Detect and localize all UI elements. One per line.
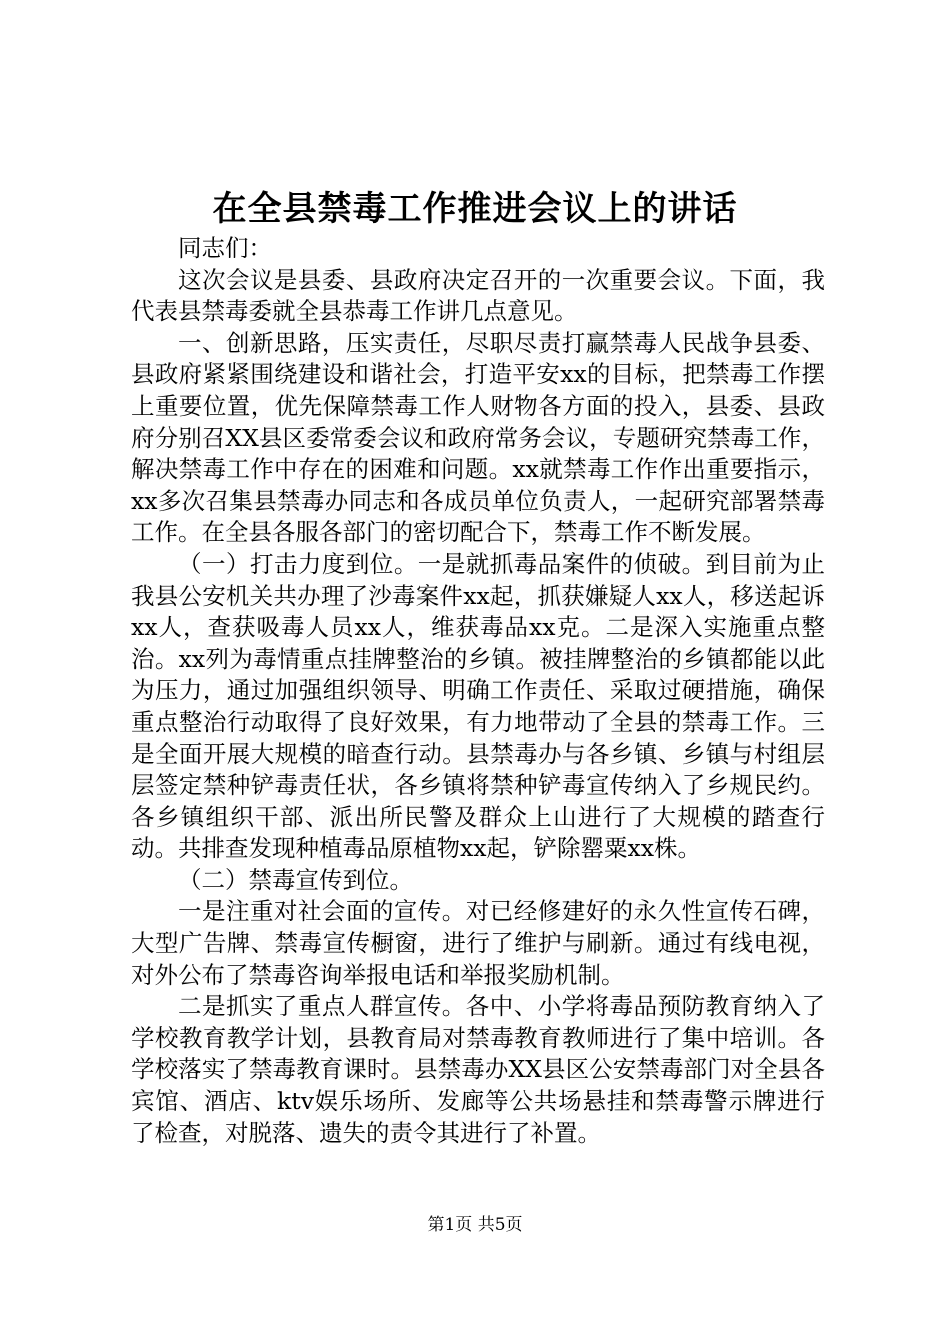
page-number-footer: 第1页 共5页: [427, 1215, 523, 1235]
salutation: 同志们：: [178, 234, 272, 262]
paragraph-section-one: 一、创新思路，压实责任，尽职尽责打赢禁毒人民战争县委、县政府紧紧围绕建设和谐社会，打造平安xx的目标，把禁毒工作摆上重要位置，优先保障禁毒工作人财物各方面的投入，县委、县政府分别召XX县区委常委会议和政府常务会议，专题研究禁毒工作，解决禁毒工作中存在的困难和问题。xx就禁毒工作作出重要指示，xx多次召集县禁毒办同志和各成员单位负责人，一起研究部署禁毒工作。在全县各服各部门的密切配合下，禁毒工作不断发展。: [131, 328, 825, 547]
paragraph-crackdown: （一）打击力度到位。一是就抓毒品案件的侦破。到目前为止我县公安机关共办理了沙毒案件xx起，抓获嫌疑人xx人，移送起诉xx人，查获吸毒人员xx人，维获毒品xx克。二是深入实施重点整治。xx列为毒情重点挂牌整治的乡镇。被挂牌整治的乡镇都能以此为压力，通过加强组织领导、明确工作责任、采取过硬措施，确保重点整治行动取得了良好效果，有力地带动了全县的禁毒工作。三是全面开展大规模的暗查行动。县禁毒办与各乡镇、乡镇与村组层层签定禁种铲毒责任状，各乡镇将禁种铲毒宣传纳入了乡规民约。各乡镇组织干部、派出所民警及群众上山进行了大规模的踏查行动。共排查发现种植毒品原植物xx起，铲除罂粟xx株。: [131, 549, 825, 863]
document-body: [131, 233, 825, 1149]
paragraph-publicity-key-groups: 二是抓实了重点人群宣传。各中、小学将毒品预防教育纳入了学校教育教学计划，县教育局对禁毒教育教师进行了集中培训。各学校落实了禁毒教育课时。县禁毒办XX县区公安禁毒部门对全县各宾馆、酒店、ktv娱乐场所、发廊等公共场悬挂和禁毒警示牌进行了检查，对脱落、遗失的责令其进行了补置。: [131, 992, 825, 1147]
paragraph-publicity-society: 一是注重对社会面的宣传。对已经修建好的永久性宣传石碑，大型广告牌、禁毒宣传橱窗，进行了维护与刷新。通过有线电视，对外公布了禁毒咨询举报电话和举报奖励机制。: [131, 897, 825, 989]
paragraph-intro: 这次会议是县委、县政府决定召开的一次重要会议。下面，我代表县禁毒委就全县恭毒工作讲几点意见。: [131, 265, 825, 326]
paragraph-publicity-heading: （二）禁毒宣传到位。: [178, 865, 413, 894]
document-title: 在全县禁毒工作推进会议上的讲话: [212, 189, 738, 229]
